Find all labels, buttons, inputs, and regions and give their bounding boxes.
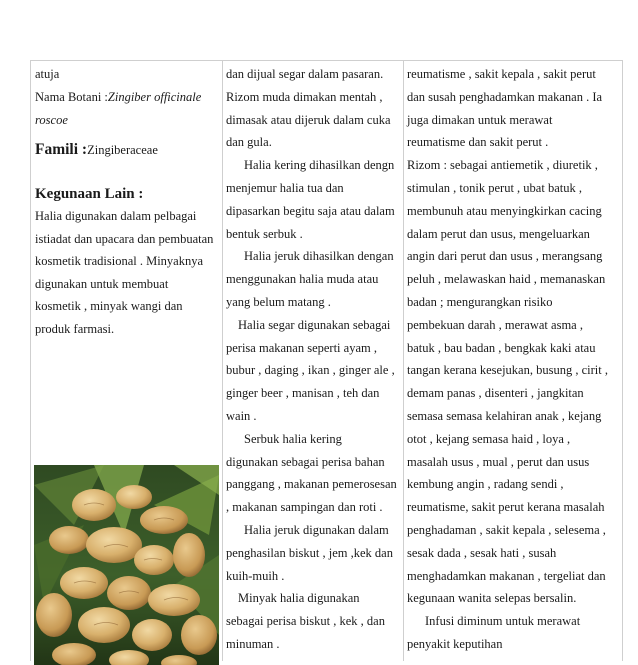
- text-line: sebagai perisa biskut , kek , dan: [226, 614, 385, 629]
- text-line: atuja: [35, 67, 60, 81]
- family-row: [35, 139, 218, 161]
- text-line: bubur , daging , ikan , ginger ale ,: [226, 363, 395, 378]
- column-right: [404, 61, 622, 661]
- text-line: Halia kering dihasilkan dengn: [244, 158, 395, 173]
- text-line: dan gula.: [226, 135, 272, 150]
- text-line: tangan kerana kesejukan, busung , cirit ,: [407, 363, 608, 378]
- text-line: dalam perut dan usus, mengeluarkan: [407, 226, 590, 241]
- text-line: kosmetik , minyak wangi dan: [35, 299, 183, 314]
- text-line: , makanan sampingan dan roti .: [226, 500, 383, 515]
- text-line: menjemur halia tua dan: [226, 180, 344, 195]
- text-line: dan dijual segar dalam pasaran.: [226, 67, 384, 81]
- text-line: digunakan sebagai perisa bahan: [226, 454, 385, 469]
- column-middle: [223, 61, 404, 661]
- text-line: Halia jeruk digunakan dalam: [244, 522, 389, 537]
- text-line: Infusi diminum untuk merawat: [425, 614, 581, 629]
- text-line: perisa makanan seperti ayam ,: [226, 340, 377, 355]
- botanical-name-value-cont: roscoe: [35, 112, 68, 127]
- text-line: membunuh atau menyingkirkan cacing: [407, 203, 602, 218]
- text-line: Minyak halia digunakan: [238, 591, 360, 606]
- text-line: juga dimakan untuk merawat: [407, 112, 553, 127]
- text-line: masalah usus , mual , perut dan usus: [407, 454, 590, 469]
- text-line: kosmetik tradisional . Minyaknya: [35, 254, 204, 269]
- text-line: batuk , bau badan , bengkak kaki atau: [407, 340, 596, 355]
- text-line: reumatisme dan sakit perut .: [407, 135, 549, 150]
- text-line: Halia jeruk dihasilkan dengan: [244, 249, 394, 264]
- text-line: kembung angin , radang sendi ,: [407, 477, 564, 492]
- text-line: ginger beer , manisan , teh dan: [226, 386, 380, 401]
- text-line: angin dari perut dan usus , merangsang: [407, 249, 603, 264]
- text-line: pembekuan darah , merawat asma ,: [407, 317, 583, 332]
- family-label: Famili :: [35, 141, 88, 159]
- text-line: kegunaan wanita selepas bersalin.: [407, 591, 577, 606]
- text-line: otot , kejang semasa haid , loya ,: [407, 431, 571, 446]
- text-line: penyakit keputihan: [407, 636, 503, 651]
- text-line: dipasarkan begitu saja atau dalam: [226, 203, 395, 218]
- text-line: badan ; mengurangkan risiko: [407, 294, 553, 309]
- family-value: Zingiberaceae: [87, 143, 158, 158]
- document-table: [30, 60, 623, 661]
- section-heading: Kegunaan Lain :: [35, 186, 144, 203]
- text-line: reumatisme , sakit kepala , sakit perut: [407, 67, 596, 81]
- text-line: penghadaman , sakit kepala , selesema ,: [407, 522, 606, 537]
- text-line: dimasak atau dijeruk dalam cuka: [226, 112, 391, 127]
- text-line: kuih-muih .: [226, 568, 285, 583]
- text-line: Halia segar digunakan sebagai: [238, 317, 391, 332]
- text-line: reumatisme, sakit perut kerana masalah: [407, 500, 605, 515]
- botanical-name-value: Zingiber officinale: [107, 89, 202, 104]
- ginger-photo: [34, 465, 219, 665]
- text-line: panggang , makanan pemerosesan: [226, 477, 397, 492]
- text-line: yang belum matang .: [226, 294, 331, 309]
- text-line: semasa semasa kelahiran anak , kejang: [407, 408, 602, 423]
- text-line: menghadamkan makanan , tergeliat dan: [407, 568, 606, 583]
- text-line: Rizom : sebagai antiemetik , diuretik ,: [407, 158, 598, 173]
- text-line: Serbuk halia kering: [244, 431, 342, 446]
- text-line: penghasilan biskut , jem ,kek dan: [226, 545, 393, 560]
- botanical-name: [35, 86, 218, 109]
- text-line: dan susah penghadamkan makanan . Ia: [407, 89, 603, 104]
- text-line: minuman .: [226, 636, 280, 651]
- text-line: Rizom muda dimakan mentah ,: [226, 89, 383, 104]
- botanical-name-label: Nama Botani :: [35, 89, 108, 104]
- text-line: sesak dada , sesak hati , susah: [407, 545, 557, 560]
- text-line: peluh , melawaskan haid , memanaskan: [407, 272, 606, 287]
- text-line: menggunakan halia muda atau: [226, 272, 379, 287]
- column-left: [31, 61, 223, 661]
- text-line: produk farmasi.: [35, 321, 115, 336]
- text-line: bentuk serbuk .: [226, 226, 303, 241]
- text-line: demam panas , disenteri , jangkitan: [407, 386, 584, 401]
- text-line: stimulan , tonik perut , ubat batuk ,: [407, 180, 582, 195]
- paragraph: [35, 205, 218, 340]
- text-line: istiadat dan upacara dan pembuatan: [35, 231, 214, 246]
- text-line: Halia digunakan dalam pelbagai: [35, 209, 197, 224]
- text-line: wain .: [226, 408, 257, 423]
- text-line: digunakan untuk membuat: [35, 276, 169, 291]
